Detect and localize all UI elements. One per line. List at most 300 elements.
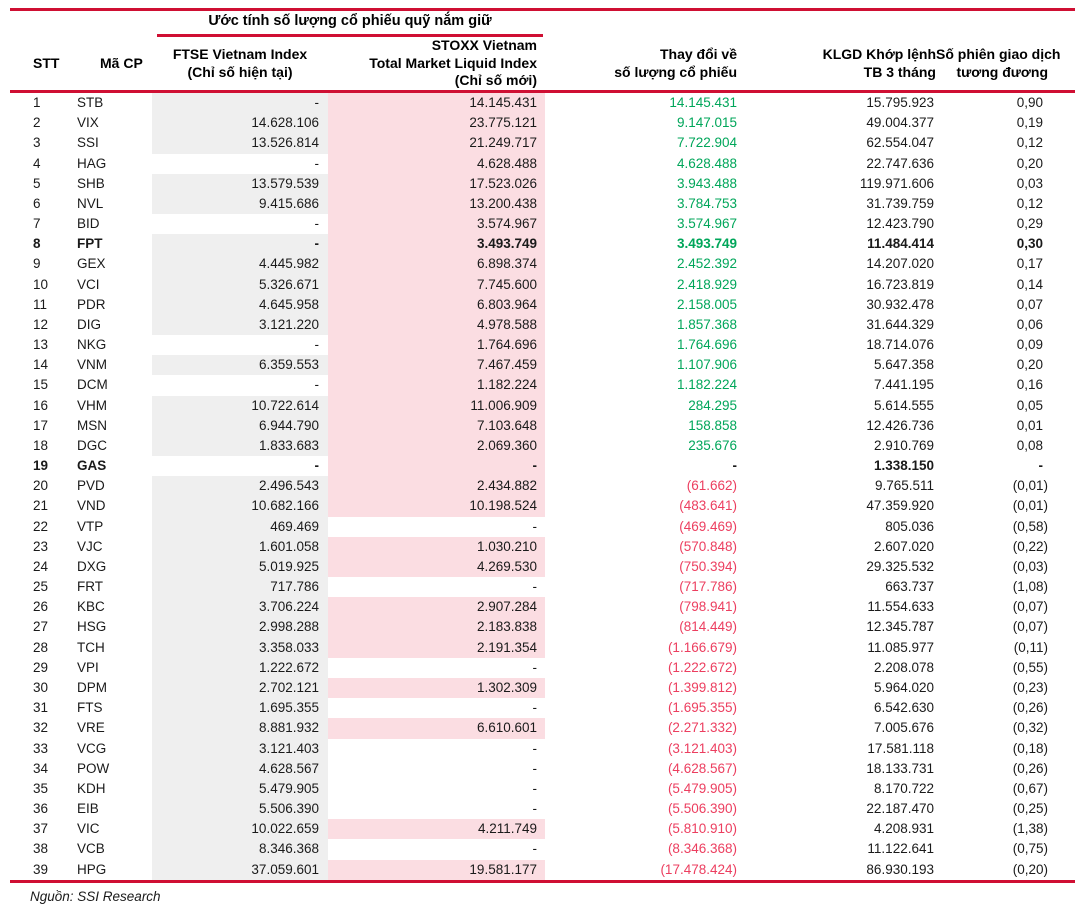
- table-row: [10, 819, 1075, 839]
- ticker-cell: NVL: [77, 195, 104, 211]
- share-change-cell: (17.478.424): [660, 861, 737, 877]
- share-change-cell: -: [732, 458, 737, 474]
- share-change-cell: 3.493.749: [676, 236, 737, 252]
- stoxx-holding-cell: -: [532, 760, 537, 776]
- avg-volume-cell: 9.765.511: [874, 478, 934, 494]
- ticker-cell: HPG: [77, 861, 107, 877]
- share-change-cell: 284.295: [688, 397, 737, 413]
- ftse-holding-cell: 37.059.601: [152, 860, 328, 880]
- ticker-cell: PVD: [77, 478, 105, 494]
- share-change-cell: (4.628.567): [667, 760, 737, 776]
- avg-volume-cell: 805.036: [885, 518, 934, 534]
- share-change-cell: (483.641): [679, 498, 737, 514]
- ftse-holding-cell: 5.019.925: [152, 557, 328, 577]
- stt-cell: 30: [33, 679, 49, 695]
- table-row: [10, 658, 1075, 678]
- column-header-stoxx-line3: (Chỉ số mới): [454, 72, 537, 88]
- ftse-holding-cell: 10.722.614: [152, 396, 328, 416]
- equivalent-sessions-cell: (0,01): [1012, 498, 1048, 514]
- avg-volume-cell: 5.614.555: [873, 397, 934, 413]
- equivalent-sessions-cell: 0,17: [1016, 256, 1043, 272]
- column-header-change: [545, 46, 737, 81]
- ticker-cell: POW: [77, 760, 110, 776]
- table-row: [10, 678, 1075, 698]
- ticker-cell: FTS: [77, 700, 103, 716]
- stt-cell: 13: [33, 337, 49, 353]
- ftse-holding-cell: 13.526.814: [152, 133, 328, 153]
- avg-volume-cell: 7.005.676: [873, 720, 934, 736]
- ticker-cell: KDH: [77, 780, 106, 796]
- stt-cell: 22: [33, 518, 49, 534]
- avg-volume-cell: 5.647.358: [873, 357, 934, 373]
- column-header-avg-volume: [738, 46, 936, 81]
- share-change-cell: 3.574.967: [676, 216, 737, 232]
- ftse-holding-cell: 9.415.686: [152, 194, 328, 214]
- stoxx-holding-cell: 6.803.964: [328, 295, 545, 315]
- avg-volume-cell: 17.581.118: [867, 740, 934, 756]
- avg-volume-cell: 663.737: [885, 579, 934, 595]
- column-header-avg-volume-line2: TB 3 tháng: [863, 63, 936, 80]
- avg-volume-cell: 2.607.020: [873, 538, 934, 554]
- equivalent-sessions-cell: 0,29: [1016, 216, 1043, 232]
- equivalent-sessions-cell: (0,01): [1012, 478, 1048, 494]
- share-change-cell: (814.449): [679, 619, 737, 635]
- column-header-stt: STT: [33, 55, 60, 71]
- ticker-cell: SHB: [77, 175, 105, 191]
- ticker-cell: FPT: [77, 236, 103, 252]
- stoxx-holding-cell: 13.200.438: [328, 194, 545, 214]
- share-change-cell: 7.722.904: [676, 135, 737, 151]
- ticker-cell: MSN: [77, 417, 107, 433]
- share-change-cell: (5.479.905): [667, 780, 737, 796]
- equivalent-sessions-cell: (0,18): [1012, 740, 1048, 756]
- stoxx-holding-cell: 4.269.530: [328, 557, 545, 577]
- table-row: [10, 638, 1075, 658]
- stt-cell: 8: [33, 236, 41, 252]
- ftse-holding-cell: -: [314, 155, 319, 171]
- share-change-cell: 1.764.696: [676, 337, 737, 353]
- share-change-cell: 1.107.906: [676, 357, 737, 373]
- table-row: [10, 839, 1075, 859]
- ftse-holding-cell: 2.998.288: [152, 617, 328, 637]
- table-row: [10, 194, 1075, 214]
- ticker-cell: VND: [77, 498, 106, 514]
- stt-cell: 34: [33, 760, 49, 776]
- ticker-cell: PDR: [77, 296, 106, 312]
- equivalent-sessions-cell: 0,08: [1016, 437, 1043, 453]
- avg-volume-cell: 22.187.470: [866, 801, 934, 817]
- equivalent-sessions-cell: (0,75): [1012, 841, 1048, 857]
- ticker-cell: DXG: [77, 558, 107, 574]
- stoxx-holding-cell: 2.434.882: [328, 476, 545, 496]
- table-row: [10, 759, 1075, 779]
- table-row: [10, 476, 1075, 496]
- share-change-cell: 3.943.488: [676, 175, 737, 191]
- avg-volume-cell: 14.207.020: [866, 256, 934, 272]
- avg-volume-cell: 11.554.633: [867, 599, 934, 615]
- stt-cell: 14: [33, 357, 49, 373]
- ftse-holding-cell: 3.121.403: [152, 739, 328, 759]
- share-change-cell: 1.857.368: [676, 316, 737, 332]
- ticker-cell: KBC: [77, 599, 105, 615]
- stoxx-holding-cell: 7.745.600: [328, 275, 545, 295]
- ticker-cell: DCM: [77, 377, 108, 393]
- ftse-holding-cell: 4.628.567: [152, 759, 328, 779]
- share-change-cell: (8.346.368): [667, 841, 737, 857]
- equivalent-sessions-cell: 0,07: [1016, 296, 1043, 312]
- ftse-holding-cell: 2.702.121: [152, 678, 328, 698]
- table-row: [10, 698, 1075, 718]
- share-change-cell: (2.271.332): [667, 720, 737, 736]
- avg-volume-cell: 1.338.150: [873, 458, 934, 474]
- avg-volume-cell: 11.085.977: [867, 639, 934, 655]
- stoxx-holding-cell: -: [532, 740, 537, 756]
- table-row: [10, 133, 1075, 153]
- equivalent-sessions-cell: 0,19: [1016, 115, 1043, 131]
- stt-cell: 39: [33, 861, 49, 877]
- table-row: [10, 617, 1075, 637]
- ftse-holding-cell: 14.628.106: [152, 113, 328, 133]
- ticker-cell: EIB: [77, 801, 99, 817]
- equivalent-sessions-cell: (0,07): [1012, 619, 1048, 635]
- avg-volume-cell: 11.484.414: [867, 236, 934, 252]
- share-change-cell: 14.145.431: [669, 95, 737, 110]
- table-row: [10, 113, 1075, 133]
- avg-volume-cell: 62.554.047: [866, 135, 934, 151]
- stt-cell: 19: [33, 458, 49, 474]
- stt-cell: 10: [33, 276, 49, 292]
- stoxx-holding-cell: 4.978.588: [328, 315, 545, 335]
- avg-volume-cell: 22.747.636: [866, 155, 934, 171]
- column-header-ticker: Mã CP: [100, 55, 143, 71]
- table-row: [10, 456, 1075, 476]
- table-row: [10, 375, 1075, 395]
- share-change-cell: (717.786): [679, 579, 737, 595]
- ftse-holding-cell: 1.695.355: [152, 698, 328, 718]
- stoxx-holding-cell: 14.145.431: [328, 93, 545, 113]
- share-change-cell: (469.469): [679, 518, 737, 534]
- share-change-cell: 9.147.015: [676, 115, 737, 131]
- table-bottom-border: [10, 880, 1075, 883]
- ticker-cell: TCH: [77, 639, 105, 655]
- share-change-cell: 2.418.929: [676, 276, 737, 292]
- table-row: [10, 517, 1075, 537]
- equivalent-sessions-cell: (0,55): [1012, 659, 1048, 675]
- ftse-holding-cell: -: [314, 337, 319, 353]
- ticker-cell: STB: [77, 95, 104, 110]
- avg-volume-cell: 2.208.078: [873, 659, 934, 675]
- equivalent-sessions-cell: (0,26): [1012, 700, 1048, 716]
- ticker-cell: VTP: [77, 518, 104, 534]
- stoxx-holding-cell: 2.069.360: [328, 436, 545, 456]
- share-change-cell: (798.941): [679, 599, 737, 615]
- equivalent-sessions-cell: (0,58): [1012, 518, 1048, 534]
- avg-volume-cell: 4.208.931: [873, 821, 934, 837]
- stt-cell: 24: [33, 558, 49, 574]
- stoxx-holding-cell: 7.467.459: [328, 355, 545, 375]
- table-row: [10, 335, 1075, 355]
- stoxx-holding-cell: -: [532, 780, 537, 796]
- equivalent-sessions-cell: (0,22): [1012, 538, 1048, 554]
- share-change-cell: 1.182.224: [676, 377, 737, 393]
- share-change-cell: (1.222.672): [667, 659, 737, 675]
- stt-cell: 37: [33, 821, 49, 837]
- stoxx-holding-cell: 6.898.374: [328, 254, 545, 274]
- stt-cell: 6: [33, 195, 41, 211]
- table-row: [10, 718, 1075, 738]
- stoxx-holding-cell: 11.006.909: [328, 396, 545, 416]
- equivalent-sessions-cell: (0,20): [1012, 861, 1048, 877]
- ftse-holding-cell: 3.706.224: [152, 597, 328, 617]
- stt-cell: 15: [33, 377, 49, 393]
- ticker-cell: VRE: [77, 720, 105, 736]
- ticker-cell: GEX: [77, 256, 106, 272]
- ticker-cell: GAS: [77, 458, 107, 474]
- equivalent-sessions-cell: 0,03: [1016, 175, 1043, 191]
- avg-volume-cell: 18.714.076: [866, 337, 934, 353]
- table-row: [10, 214, 1075, 234]
- share-change-cell: (1.695.355): [667, 700, 737, 716]
- avg-volume-cell: 6.542.630: [873, 700, 934, 716]
- share-change-cell: 235.676: [688, 437, 737, 453]
- stoxx-holding-cell: -: [532, 659, 537, 675]
- table-row: [10, 577, 1075, 597]
- avg-volume-cell: 7.441.195: [873, 377, 934, 393]
- table-row: [10, 557, 1075, 577]
- stoxx-holding-cell: 3.574.967: [328, 214, 545, 234]
- stoxx-holding-cell: 1.182.224: [328, 375, 545, 395]
- table-row: [10, 436, 1075, 456]
- avg-volume-cell: 86.930.193: [866, 861, 934, 877]
- ticker-cell: VNM: [77, 357, 107, 373]
- stoxx-holding-cell: 6.610.601: [328, 718, 545, 738]
- stt-cell: 20: [33, 478, 49, 494]
- stt-cell: 35: [33, 780, 49, 796]
- table-row: [10, 234, 1075, 254]
- equivalent-sessions-cell: (0,03): [1012, 558, 1048, 574]
- stt-cell: 17: [33, 417, 49, 433]
- stt-cell: 3: [33, 135, 41, 151]
- avg-volume-cell: 2.910.769: [873, 437, 934, 453]
- column-header-equivalent-sessions-line1: Số phiên giao dịch: [936, 46, 1061, 62]
- column-header-ftse-line2: (Chỉ số hiện tại): [187, 63, 293, 80]
- stoxx-holding-cell: 4.211.749: [328, 819, 545, 839]
- ftse-holding-cell: 8.346.368: [152, 839, 328, 859]
- stt-cell: 7: [33, 216, 41, 232]
- stt-cell: 36: [33, 801, 49, 817]
- equivalent-sessions-cell: 0,16: [1016, 377, 1043, 393]
- avg-volume-cell: 31.644.329: [866, 316, 934, 332]
- avg-volume-cell: 5.964.020: [873, 679, 934, 695]
- avg-volume-cell: 119.971.606: [859, 175, 934, 191]
- share-change-cell: (1.399.812): [667, 679, 737, 695]
- table-row: [10, 355, 1075, 375]
- equivalent-sessions-cell: (0,23): [1012, 679, 1048, 695]
- equivalent-sessions-cell: (1,08): [1012, 579, 1048, 595]
- stt-cell: 11: [33, 296, 48, 312]
- table-row: [10, 416, 1075, 436]
- ftse-holding-cell: 8.881.932: [152, 718, 328, 738]
- ticker-cell: VPI: [77, 659, 99, 675]
- ticker-cell: DGC: [77, 437, 107, 453]
- table-row: [10, 779, 1075, 799]
- avg-volume-cell: 11.122.641: [867, 841, 934, 857]
- table-row: [10, 860, 1075, 880]
- equivalent-sessions-cell: (1,38): [1012, 821, 1048, 837]
- ftse-holding-cell: 4.445.982: [152, 254, 328, 274]
- ftse-holding-cell: 10.022.659: [152, 819, 328, 839]
- column-header-ftse-line1: FTSE Vietnam Index: [172, 46, 308, 62]
- ftse-holding-cell: 3.121.220: [152, 315, 328, 335]
- equivalent-sessions-cell: 0,06: [1016, 316, 1043, 332]
- stt-cell: 23: [33, 538, 49, 554]
- ftse-holding-cell: -: [314, 377, 319, 393]
- stoxx-holding-cell: 2.183.838: [328, 617, 545, 637]
- avg-volume-cell: 8.170.722: [873, 780, 934, 796]
- ftse-holding-cell: 3.358.033: [152, 638, 328, 658]
- stt-cell: 2: [33, 115, 41, 131]
- avg-volume-cell: 12.426.736: [866, 417, 934, 433]
- ftse-holding-cell: 2.496.543: [152, 476, 328, 496]
- ftse-holding-cell: -: [152, 93, 328, 113]
- equivalent-sessions-cell: 0,20: [1016, 155, 1043, 171]
- stt-cell: 16: [33, 397, 49, 413]
- stt-cell: 27: [33, 619, 49, 635]
- avg-volume-cell: 49.004.377: [866, 115, 934, 131]
- ticker-cell: VJC: [77, 538, 103, 554]
- ticker-cell: VCB: [77, 841, 105, 857]
- table-row: [10, 254, 1075, 274]
- avg-volume-cell: 15.795.923: [866, 95, 934, 110]
- ticker-cell: VIX: [77, 115, 99, 131]
- ftse-holding-cell: 5.506.390: [152, 799, 328, 819]
- ticker-cell: DIG: [77, 316, 102, 332]
- stoxx-holding-cell: -: [532, 841, 537, 857]
- avg-volume-cell: 18.133.731: [866, 760, 934, 776]
- equivalent-sessions-cell: (0,32): [1012, 720, 1048, 736]
- column-header-stoxx-line1: STOXX Vietnam: [431, 37, 537, 53]
- share-change-cell: (61.662): [686, 478, 737, 494]
- table-row: [10, 295, 1075, 315]
- avg-volume-cell: 12.345.787: [866, 619, 934, 635]
- source-note: Nguồn: SSI Research: [30, 889, 161, 904]
- stoxx-holding-cell: 4.628.488: [328, 154, 545, 174]
- table-row: [10, 93, 1075, 113]
- ftse-holding-cell: 1.601.058: [152, 537, 328, 557]
- ftse-holding-cell: 13.579.539: [152, 174, 328, 194]
- ftse-holding-cell: 5.326.671: [152, 275, 328, 295]
- stt-cell: 26: [33, 599, 49, 615]
- equivalent-sessions-cell: (0,26): [1012, 760, 1048, 776]
- ticker-cell: SSI: [77, 135, 99, 151]
- stt-cell: 1: [33, 95, 41, 110]
- stoxx-holding-cell: -: [532, 801, 537, 817]
- ticker-cell: HSG: [77, 619, 107, 635]
- table-row: [10, 396, 1075, 416]
- stoxx-holding-cell: 10.198.524: [328, 496, 545, 516]
- table-row: [10, 275, 1075, 295]
- ftse-holding-cell: 10.682.166: [152, 496, 328, 516]
- equivalent-sessions-cell: (0,25): [1012, 801, 1048, 817]
- table-row: [10, 315, 1075, 335]
- table-row: [10, 154, 1075, 174]
- share-change-cell: 2.158.005: [676, 296, 737, 312]
- column-header-stoxx-line2: Total Market Liquid Index: [369, 54, 537, 71]
- ticker-cell: DPM: [77, 679, 107, 695]
- stoxx-holding-cell: -: [532, 518, 537, 534]
- stt-cell: 4: [33, 155, 41, 171]
- equivalent-sessions-cell: 0,12: [1016, 195, 1043, 211]
- stoxx-holding-cell: 21.249.717: [328, 133, 545, 153]
- ticker-cell: VCI: [77, 276, 100, 292]
- share-change-cell: (1.166.679): [667, 639, 737, 655]
- table-row: [10, 537, 1075, 557]
- equivalent-sessions-cell: (0,07): [1012, 599, 1048, 615]
- ftse-holding-cell: 5.479.905: [152, 779, 328, 799]
- stt-cell: 12: [33, 316, 49, 332]
- table-row: [10, 496, 1075, 516]
- equivalent-sessions-cell: (0,67): [1012, 780, 1048, 796]
- ticker-cell: NKG: [77, 337, 107, 353]
- stt-cell: 32: [33, 720, 49, 736]
- ftse-holding-cell: 1.833.683: [152, 436, 328, 456]
- stoxx-holding-cell: 23.775.121: [328, 113, 545, 133]
- equivalent-sessions-cell: 0,09: [1016, 337, 1043, 353]
- avg-volume-cell: 47.359.920: [866, 498, 934, 514]
- equivalent-sessions-cell: 0,30: [1016, 236, 1043, 252]
- stoxx-holding-cell: 1.302.309: [328, 678, 545, 698]
- table-row: [10, 799, 1075, 819]
- stt-cell: 38: [33, 841, 49, 857]
- column-header-equivalent-sessions: [936, 46, 1061, 81]
- ftse-holding-cell: 4.645.958: [152, 295, 328, 315]
- stoxx-holding-cell: -: [532, 579, 537, 595]
- ftse-holding-cell: 469.469: [152, 517, 328, 537]
- stt-cell: 25: [33, 579, 49, 595]
- avg-volume-cell: 31.739.759: [866, 195, 934, 211]
- stt-cell: 18: [33, 437, 49, 453]
- equivalent-sessions-cell: 0,05: [1016, 397, 1043, 413]
- equivalent-sessions-cell: 0,01: [1016, 417, 1043, 433]
- ticker-cell: BID: [77, 216, 100, 232]
- group-header-title: Ước tính số lượng cổ phiếu quỹ nắm giữ: [208, 13, 492, 29]
- avg-volume-cell: 16.723.819: [866, 276, 934, 292]
- stoxx-holding-cell: 1.764.696: [328, 335, 545, 355]
- stoxx-holding-cell: 1.030.210: [328, 537, 545, 557]
- ftse-holding-cell: -: [314, 458, 319, 474]
- ticker-cell: VHM: [77, 397, 107, 413]
- ticker-cell: VIC: [77, 821, 100, 837]
- avg-volume-cell: 12.423.790: [866, 216, 934, 232]
- stt-cell: 33: [33, 740, 49, 756]
- share-change-cell: (5.810.910): [667, 821, 737, 837]
- stoxx-holding-cell: 2.191.354: [328, 638, 545, 658]
- share-change-cell: (750.394): [679, 558, 737, 574]
- stoxx-holding-cell: -: [532, 700, 537, 716]
- stt-cell: 9: [33, 256, 41, 272]
- table-top-border: [10, 8, 1075, 11]
- equivalent-sessions-cell: 0,14: [1016, 276, 1043, 292]
- share-change-cell: 2.452.392: [676, 256, 737, 272]
- stoxx-holding-cell: -: [328, 456, 545, 476]
- stt-cell: 28: [33, 639, 49, 655]
- column-header-change-line1: Thay đổi về: [659, 46, 737, 62]
- stt-cell: 21: [33, 498, 49, 514]
- column-header-equivalent-sessions-line2: tương đương: [956, 63, 1048, 80]
- ftse-holding-cell: -: [152, 234, 328, 254]
- stoxx-holding-cell: 19.581.177: [328, 860, 545, 880]
- equivalent-sessions-cell: -: [1038, 458, 1043, 474]
